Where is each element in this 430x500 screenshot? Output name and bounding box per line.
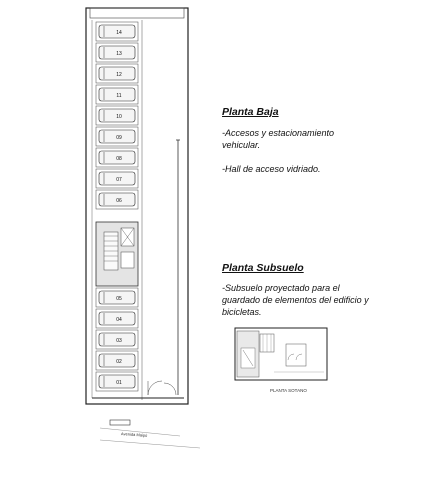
parking-space-number: 07 (116, 177, 122, 183)
parking-space-11 (96, 85, 138, 104)
parking-space-number: 03 (116, 338, 122, 344)
basement-line-2: guardado de elementos del edificio y (222, 295, 369, 305)
parking-group-top (96, 22, 138, 209)
ground-floor-line-2: vehicular. (222, 140, 261, 150)
parking-space-number: 12 (116, 72, 122, 78)
basement-plan-label: PLANTA SOTANO (270, 388, 307, 393)
parking-group-bottom (96, 288, 138, 391)
parking-space-03 (96, 330, 138, 349)
stair-core (96, 222, 138, 286)
basement-line-1: -Subsuelo proyectado para el (222, 283, 340, 293)
parking-space-number: 09 (116, 135, 122, 141)
parking-space-number: 11 (116, 93, 122, 99)
ground-floor-line-1: -Accesos y estacionamiento (222, 128, 335, 138)
parking-space-08 (96, 148, 138, 167)
parking-space-number: 13 (116, 51, 122, 57)
basement-plan (235, 328, 327, 380)
parking-space-01 (96, 372, 138, 391)
parking-space-number: 06 (116, 198, 122, 204)
basement-title: Planta Subsuelo (222, 262, 304, 274)
parking-space-07 (96, 169, 138, 188)
parking-space-13 (96, 43, 138, 62)
parking-space-number: 08 (116, 156, 122, 162)
parking-space-number: 05 (116, 296, 122, 302)
parking-space-14 (96, 22, 138, 41)
parking-space-number: 04 (116, 317, 122, 323)
top-fence (90, 8, 184, 18)
parking-space-12 (96, 64, 138, 83)
ground-floor-line-3: -Hall de acceso vidriado. (222, 164, 321, 174)
street-front (100, 420, 200, 448)
parking-space-number: 14 (116, 30, 122, 36)
street-label: Avenida Maipú (120, 431, 148, 438)
parking-space-04 (96, 309, 138, 328)
parking-space-06 (96, 190, 138, 209)
parking-space-09 (96, 127, 138, 146)
ground-floor-title: Planta Baja (222, 106, 279, 118)
parking-space-05 (96, 288, 138, 307)
parking-space-number: 02 (116, 359, 122, 365)
parking-space-02 (96, 351, 138, 370)
parking-space-10 (96, 106, 138, 125)
basement-line-3: bicicletas. (222, 307, 262, 317)
parking-space-number: 01 (116, 380, 122, 386)
parking-space-number: 10 (116, 114, 122, 120)
